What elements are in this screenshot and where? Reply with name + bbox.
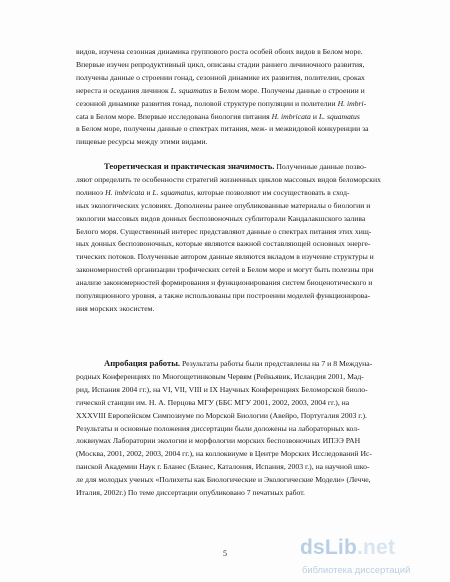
text-line: локвиумах Лаборатории экологии и морфологии морских беспозвоночных ИПЭЭ РАН xyxy=(76,436,361,446)
approbation-first-line: Результаты работы были представлены на 7 и 8 Междуна- xyxy=(180,359,373,368)
text-line: (Москва, 2001, 2002, 2003, 2004 гг.), на коллоквиуме в Центре Морских Исследований Ис- xyxy=(76,449,372,459)
text-line: тических потоков. Полученные автором данные являются вкладом в изучение структуры и xyxy=(76,252,374,262)
text-line: XXXVIII Европейском Симпозиуме по Морской Биологии (Авейро, Португалия 2003 г.). xyxy=(76,410,367,420)
watermark-logo-main: dsLib xyxy=(300,536,357,559)
text-line xyxy=(76,160,416,174)
text-line: ных экологических условиях. Дополнены ранее опубликованные материалы о биологии и xyxy=(76,200,371,210)
text-line: в Белом море, получены данные о спектрах питания, меж- и межвидовой конкуренции за xyxy=(76,124,369,134)
text-line: пищевые ресурсы между этими видами. xyxy=(76,137,208,147)
page-number: 5 xyxy=(223,549,227,558)
watermark-logo-text xyxy=(300,536,395,560)
text-line: получены данные о строении гонад, сезонной динамике их развития, полителии, сроках xyxy=(76,72,365,82)
text-line: Белого моря. Существенный интерес представляют данные о спектрах питания этих хищ- xyxy=(76,226,372,236)
text-line: гической станции им. Н. А. Перцова МГУ (ББС МГУ 2001, 2002, 2003, 2004 гг.), на xyxy=(76,397,350,407)
text-line: панской Академии Наук г. Бланес (Бланес, Каталония, Испания, 2003 г.), на научной шко- xyxy=(76,462,370,472)
text-line: Результаты и основные положения диссертации были доложены на лабораторных кол- xyxy=(76,423,360,433)
text-line: ле для молодых ученых «Полихеты как Биологические и Экологические Модели» (Лечче, xyxy=(76,475,371,485)
text-line: родных Конференциях по Многощетинковым Червям (Рейкьявик, Исландия 2001, Мад- xyxy=(76,371,364,381)
approbation-heading: Апробация работы. xyxy=(104,358,181,368)
text-line: видов, изучена сезонная динамика группового роста особей обоих видов в Белом море. xyxy=(76,47,363,56)
text-line: Впервые изучен репродуктивный цикл, описаны стадии раннего личиночного развития, xyxy=(76,59,365,69)
text-line: нереста и оседания личинок L. squamatus в Белом море. Получены данные о строении и xyxy=(76,85,365,95)
text-line: ляют определить те особенности стратегий жизненных циклов массовых видов беломорских xyxy=(76,174,381,184)
text-line: ных донных беспозвоночных, которые являются важной составляющей основных энерге- xyxy=(76,239,371,249)
text-line: анализе закономерностей формирования и функционирования систем биоценотического и xyxy=(76,278,373,288)
text-line: сезонной динамике развития гонад, половой структуре популяции и полителии H. imbri- xyxy=(76,98,367,108)
approbation-paragraph xyxy=(76,357,416,500)
watermark-logo-suffix: .net xyxy=(357,536,396,559)
text-line: закономерностей организации трофических сетей в Белом море и могут быть полезны при xyxy=(76,265,374,275)
text-line: полиноэ H. imbricata и L. squamatus, которые позволяют им сосуществовать в сход- xyxy=(76,187,350,197)
text-line: ния морских экосистем. xyxy=(76,303,155,313)
text-line: популяционного уровня, а также использованы при построении моделей функционирова- xyxy=(76,291,371,301)
text-line: Италия, 2002г.) По теме диссертации опубликовано 7 печатных работ. xyxy=(76,488,305,498)
results-paragraph xyxy=(76,46,416,149)
text-line: экологии массовых видов донных беспозвоночных сублиторали Кандалакшского залива xyxy=(76,213,366,223)
text-line xyxy=(76,357,416,371)
text-line: cata в Белом море. Впервые исследована биология питания H. imbricata и L. squamatus xyxy=(76,111,360,121)
significance-first-line: Полученные данные позво- xyxy=(274,162,367,171)
significance-heading: Теоретическая и практическая значимость. xyxy=(104,161,275,171)
dslib-watermark-logo xyxy=(300,536,446,580)
watermark-subtitle: библиотека диссертаций xyxy=(302,564,411,575)
text-line: рид, Испания 2004 гг.), на VI, VII, VIII и IX Научных Конференциях Беломорской биоло- xyxy=(76,384,368,394)
significance-paragraph xyxy=(76,160,416,316)
